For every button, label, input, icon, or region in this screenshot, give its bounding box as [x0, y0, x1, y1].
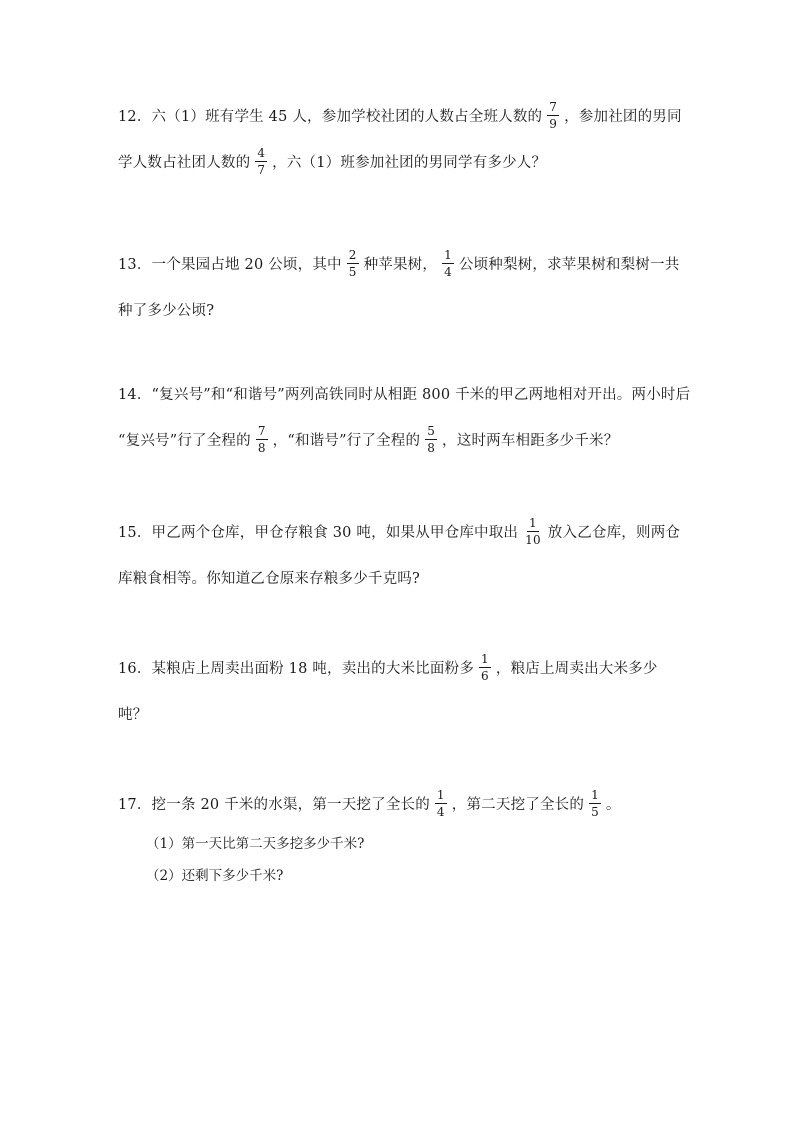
- problem-line: [118, 644, 683, 690]
- problem-text: 。: [605, 796, 621, 813]
- fraction: [256, 425, 268, 454]
- problem-line: [118, 286, 683, 332]
- problem-text: 库粮食相等。你知道乙仓原来存粮多少千克吗?: [118, 570, 420, 587]
- fraction: [425, 425, 437, 454]
- fraction-denominator: 5: [348, 264, 357, 279]
- sub-question: （1）第一天比第二天多挖多少千米?: [146, 836, 365, 852]
- problem-text: ，这时两车相距多少千米？: [442, 432, 619, 449]
- fraction-numerator: 1: [591, 787, 599, 802]
- problem-line: [118, 416, 683, 462]
- fraction-numerator: 4: [257, 145, 266, 160]
- problem-14: [118, 370, 691, 462]
- fraction-denominator: 5: [591, 804, 599, 819]
- fraction-denominator: 8: [257, 440, 266, 455]
- problem-line: [118, 240, 683, 286]
- fraction-denominator: 7: [257, 162, 266, 177]
- fraction-numerator: 1: [444, 247, 452, 262]
- fraction: [255, 147, 267, 176]
- problem-17: [118, 780, 683, 890]
- fraction-numerator: 1: [529, 515, 537, 530]
- problem-text: 13．一个果园占地 20 公顷，其中: [118, 256, 342, 273]
- fraction-numerator: 7: [549, 99, 558, 114]
- fraction: [435, 789, 447, 818]
- problem-line: [118, 780, 683, 826]
- fraction-numerator: 5: [427, 423, 436, 438]
- problem-text: ，“和谐号”行了全程的: [272, 432, 421, 449]
- fraction-denominator: 6: [481, 668, 489, 683]
- problem-text: ，第二天挖了全长的: [451, 796, 585, 813]
- fraction: [442, 249, 454, 278]
- problem-15: [118, 508, 683, 600]
- fraction: [347, 249, 359, 278]
- problem-text: 公顷种梨树，求苹果树和梨树一共: [458, 256, 680, 273]
- fraction: [479, 653, 491, 682]
- sub-question: （2）还剩下多少千米?: [146, 868, 284, 884]
- problem-text: 15．甲乙两个仓库，甲仓存粮食 30 吨，如果从甲仓库中取出: [118, 524, 519, 541]
- fraction: [523, 517, 543, 546]
- problem-text: 12．六（1）班有学生 45 人，参加学校社团的人数占全班人数的: [118, 108, 543, 125]
- fraction-denominator: 4: [444, 264, 452, 279]
- problem-13: [118, 240, 683, 332]
- fraction-numerator: 7: [257, 423, 266, 438]
- problem-text: “复兴号”行了全程的: [118, 432, 251, 449]
- fraction-denominator: 4: [436, 804, 445, 819]
- fraction-numerator: 1: [481, 651, 489, 666]
- problem-text: 16．某粮店上周卖出面粉 18 吨，卖出的大米比面粉多: [118, 660, 475, 677]
- problem-12: [118, 92, 683, 184]
- problem-line: [118, 690, 683, 736]
- problem-text: 学人数占社团人数的: [118, 154, 251, 171]
- problem-line: [118, 508, 683, 554]
- problem-line: [118, 92, 683, 138]
- fraction-denominator: 8: [427, 440, 436, 455]
- problem-line: [118, 554, 683, 600]
- fraction-denominator: 10: [525, 532, 541, 547]
- problem-text: 种苹果树，: [363, 256, 438, 273]
- problem-text: ，参加社团的男同: [564, 108, 682, 125]
- problem-text: 14．“复兴号”和“和谐号”两列高铁同时从相距 800 千米的甲乙两地相对开出。两小时后: [118, 386, 691, 403]
- problem-text: 种了多少公顷?: [118, 302, 215, 319]
- problem-text: ，六（1）班参加社团的男同学有多少人？: [272, 154, 547, 171]
- fraction-denominator: 9: [549, 116, 558, 131]
- fraction: [547, 101, 559, 130]
- fraction-numerator: 2: [348, 247, 357, 262]
- fraction: [589, 789, 601, 818]
- problem-text: 吨？: [118, 706, 148, 723]
- problem-text: 17．挖一条 20 千米的水渠，第一天挖了全长的: [118, 796, 430, 813]
- problem-16: [118, 644, 683, 736]
- problem-line: [118, 138, 683, 184]
- problem-line: [118, 370, 691, 416]
- problem-text: ，粮店上周卖出大米多少: [495, 660, 658, 677]
- fraction-numerator: 1: [436, 787, 445, 802]
- problem-text: 放入乙仓库，则两仓: [547, 524, 681, 541]
